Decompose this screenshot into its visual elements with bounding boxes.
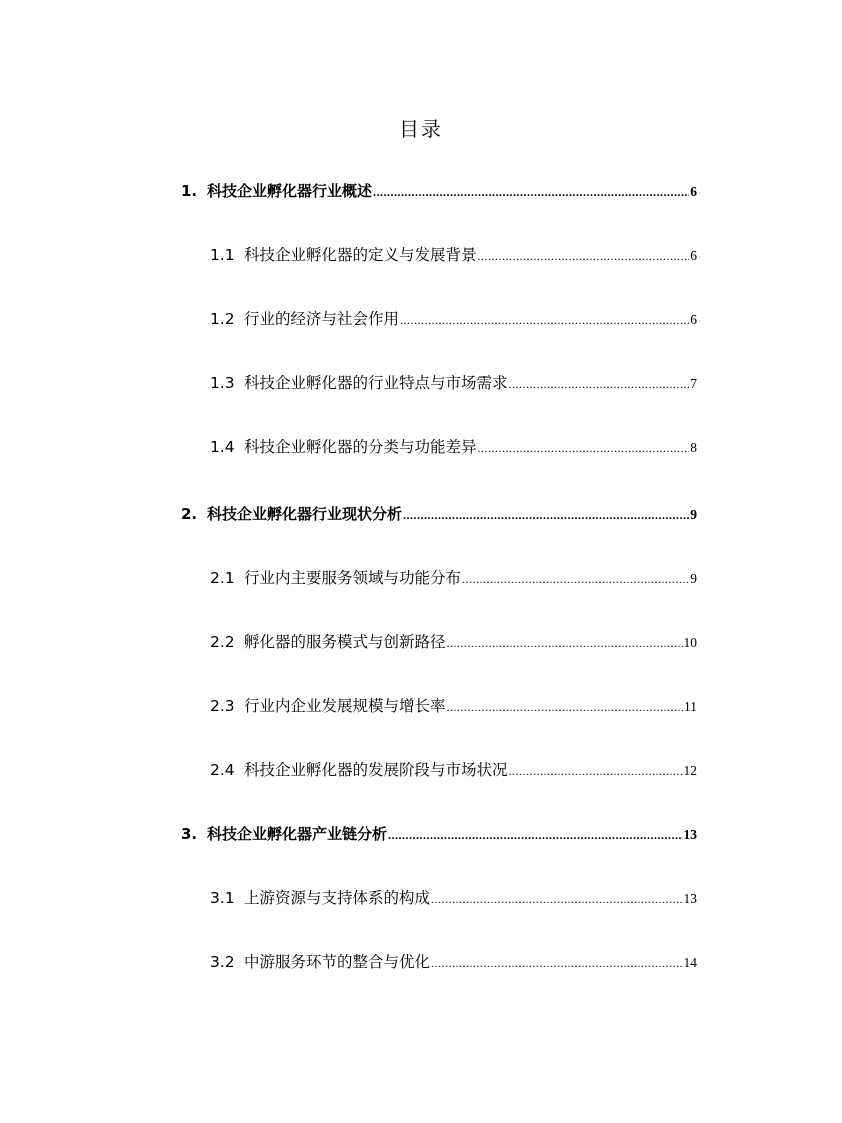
toc-entry-number: 1.4	[210, 438, 235, 456]
toc-entry-number: 1.	[181, 182, 198, 200]
dot-leader	[400, 306, 689, 334]
toc-entry-2-4[interactable]	[210, 756, 697, 784]
toc-entry-page: 6	[690, 248, 697, 263]
toc-entry-title: 科技企业孵化器行业概述	[207, 182, 373, 200]
toc-entry-3-2[interactable]	[210, 948, 697, 976]
toc-entry-title: 科技企业孵化器行业现状分析	[207, 505, 403, 523]
dot-leader	[373, 178, 689, 206]
dot-leader	[478, 434, 690, 462]
toc-entry-page: 9	[690, 507, 697, 522]
toc-entry-page: 6	[690, 184, 697, 199]
dot-leader	[509, 757, 683, 785]
toc-entry-page: 11	[684, 699, 697, 714]
toc-entry-number: 2.2	[210, 633, 235, 651]
toc-entry-page: 8	[690, 440, 697, 455]
toc-entry-2[interactable]	[181, 500, 697, 528]
toc-entry-3[interactable]	[181, 820, 697, 848]
toc-entry-page: 10	[683, 635, 697, 650]
toc-entry-page: 12	[683, 763, 697, 778]
toc-entry-page: 13	[683, 827, 697, 842]
toc-entry-number: 2.3	[210, 697, 235, 715]
toc-entry-number: 1.3	[210, 374, 235, 392]
toc-entry-title: 行业内企业发展规模与增长率	[244, 697, 446, 715]
dot-leader	[403, 501, 689, 529]
dot-leader	[447, 629, 683, 657]
toc-entry-number: 1.2	[210, 310, 235, 328]
toc-entry-title: 科技企业孵化器产业链分析	[207, 825, 388, 843]
toc-entry-1-2[interactable]	[210, 305, 697, 333]
dot-leader	[478, 242, 690, 270]
toc-entry-number: 3.	[181, 825, 198, 843]
toc-entry-number: 2.4	[210, 761, 235, 779]
toc-entry-number: 3.1	[210, 889, 235, 907]
toc-entry-title: 中游服务环节的整合与优化	[244, 953, 431, 971]
toc-entry-title: 科技企业孵化器的行业特点与市场需求	[244, 374, 508, 392]
toc-title: 目录	[399, 117, 443, 141]
dot-leader	[431, 949, 682, 977]
dot-leader	[462, 565, 689, 593]
toc-entry-page: 9	[690, 571, 697, 586]
toc-entry-3-1[interactable]	[210, 884, 697, 912]
toc-entry-title: 科技企业孵化器的发展阶段与市场状况	[244, 761, 508, 779]
toc-entry-page: 14	[683, 955, 697, 970]
toc-entry-title: 孵化器的服务模式与创新路径	[244, 633, 446, 651]
toc-entry-number: 3.2	[210, 953, 235, 971]
dot-leader	[388, 821, 682, 849]
toc-entry-title: 科技企业孵化器的定义与发展背景	[244, 246, 477, 264]
toc-entry-title: 行业的经济与社会作用	[244, 310, 400, 328]
toc-entry-title: 科技企业孵化器的分类与功能差异	[244, 438, 477, 456]
toc-entry-title: 行业内主要服务领域与功能分布	[244, 569, 462, 587]
toc-entry-page: 6	[690, 312, 697, 327]
toc-entry-page: 13	[683, 891, 697, 906]
toc-entry-number: 2.1	[210, 569, 235, 587]
toc-entry-title: 上游资源与支持体系的构成	[244, 889, 431, 907]
toc-entry-number: 2.	[181, 505, 198, 523]
toc-entry-page: 7	[690, 376, 697, 391]
toc-entry-1-1[interactable]	[210, 241, 697, 269]
dot-leader	[447, 693, 683, 721]
toc-entry-2-2[interactable]	[210, 628, 697, 656]
dot-leader	[509, 370, 690, 398]
toc-entry-2-3[interactable]	[210, 692, 697, 720]
toc-entry-1-3[interactable]	[210, 369, 697, 397]
toc-entry-2-1[interactable]	[210, 564, 697, 592]
dot-leader	[431, 885, 682, 913]
toc-entry-number: 1.1	[210, 246, 235, 264]
toc-entry-1[interactable]	[181, 177, 697, 205]
toc-entry-1-4[interactable]	[210, 433, 697, 461]
